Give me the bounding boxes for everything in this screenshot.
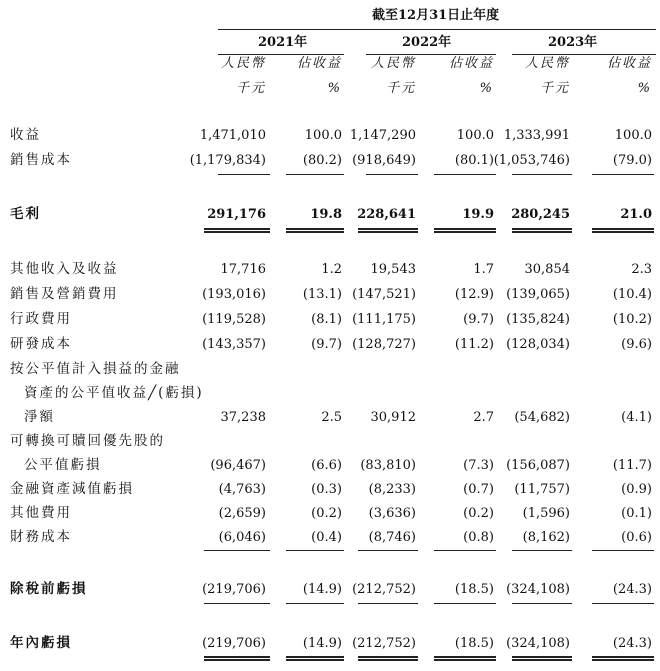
cell-sm-2021-amount: (193,016) bbox=[202, 287, 266, 302]
cell-rnd-2023-pct: (9.6) bbox=[621, 337, 652, 352]
cell-revenue-2022-amount: 1,147,290 bbox=[349, 128, 416, 143]
year-underline-2023 bbox=[512, 54, 656, 55]
col-pct-2022: 佔收益 bbox=[448, 56, 494, 71]
rule-cos-2022-amount bbox=[366, 174, 418, 175]
year-underline-2021 bbox=[218, 54, 344, 55]
cell-lbt-2022-pct: (18.5) bbox=[454, 582, 494, 597]
cell-revenue-2022-pct: 100.0 bbox=[456, 128, 494, 143]
dbl-rule-gp-2021-amount-a bbox=[204, 228, 270, 230]
rule-cos-2023-amount bbox=[512, 174, 572, 175]
cell-fc-2023-pct: (0.6) bbox=[621, 530, 652, 545]
dbl-rule-lfy-2023-pct-b bbox=[592, 659, 654, 661]
cell-lbt-2021-amount: (219,706) bbox=[202, 582, 266, 597]
cell-oi-2021-pct: 1.2 bbox=[321, 262, 342, 277]
cell-admin-2022-amount: (111,175) bbox=[352, 312, 416, 327]
dbl-rule-gp-2023-amount-b bbox=[512, 231, 572, 233]
cell-gp-2022-pct: 19.9 bbox=[462, 207, 494, 222]
cell-fvtpl-2022-pct: 2.7 bbox=[473, 410, 494, 425]
cell-oe-2022-pct: (0.2) bbox=[463, 506, 494, 521]
cell-lbt-2021-pct: (14.9) bbox=[302, 582, 342, 597]
dbl-rule-lfy-2023-amount-a bbox=[512, 656, 572, 658]
cell-oe-2023-amount: (1,596) bbox=[522, 506, 570, 521]
cell-revenue-2023-amount: 1,333,991 bbox=[503, 128, 570, 143]
col-pct-unit-2023: % bbox=[637, 81, 652, 96]
row-label-rnd: 研發成本 bbox=[10, 336, 72, 352]
cell-cps-2022-amount: (83,810) bbox=[360, 458, 416, 473]
cell-fc-2021-pct: (0.4) bbox=[311, 530, 342, 545]
row-label-revenue: 收益 bbox=[10, 127, 41, 143]
rule-fc-2021-amount bbox=[204, 550, 270, 551]
cell-rnd-2022-amount: (128,727) bbox=[352, 337, 416, 352]
cell-cos-2022-amount: (918,649) bbox=[352, 153, 416, 168]
rule-lbt-2023-amount bbox=[512, 603, 572, 604]
year-2022: 2022年 bbox=[402, 35, 452, 50]
cell-gp-2022-amount: 228,641 bbox=[357, 207, 416, 222]
cell-fc-2021-amount: (6,046) bbox=[218, 530, 266, 545]
cell-imp-2023-amount: (11,757) bbox=[514, 482, 570, 497]
col-amount-unit-2021: 千元 bbox=[235, 81, 266, 96]
cell-rnd-2022-pct: (11.2) bbox=[454, 337, 494, 352]
cell-revenue-2021-amount: 1,471,010 bbox=[199, 128, 266, 143]
cell-cos-2021-amount: (1,179,834) bbox=[189, 153, 266, 168]
cell-sm-2021-pct: (13.1) bbox=[302, 287, 342, 302]
cell-cos-2022-pct: (80.1) bbox=[454, 153, 494, 168]
dbl-rule-gp-2021-pct-a bbox=[286, 228, 344, 230]
cell-gp-2023-pct: 21.0 bbox=[620, 207, 652, 222]
cell-fvtpl-2023-pct: (4.1) bbox=[621, 410, 652, 425]
dbl-rule-gp-2021-pct-b bbox=[286, 231, 344, 233]
cell-fvtpl-2021-amount: 37,238 bbox=[220, 410, 266, 425]
col-amount-unit-2022: 千元 bbox=[385, 81, 416, 96]
cell-rnd-2021-amount: (143,357) bbox=[202, 337, 266, 352]
cell-imp-2021-pct: (0.3) bbox=[311, 482, 342, 497]
row-label-other-income: 其他收入及收益 bbox=[10, 261, 119, 277]
rule-lbt-2021-pct bbox=[286, 603, 344, 604]
cell-oi-2021-amount: 17,716 bbox=[220, 262, 266, 277]
col-pct-2021: 佔收益 bbox=[296, 56, 342, 71]
cell-lfy-2021-amount: (219,706) bbox=[202, 636, 266, 651]
cell-fvtpl-2022-amount: 30,912 bbox=[370, 410, 416, 425]
cell-revenue-2021-pct: 100.0 bbox=[304, 128, 342, 143]
period-underline bbox=[218, 29, 656, 30]
dbl-rule-gp-2022-pct-b bbox=[434, 231, 496, 233]
cell-rnd-2021-pct: (9.7) bbox=[311, 337, 342, 352]
rule-fc-2022-pct bbox=[434, 550, 496, 551]
year-underline-2022 bbox=[366, 54, 496, 55]
cell-sm-2022-pct: (12.9) bbox=[454, 287, 494, 302]
rule-cos-2021-amount bbox=[218, 174, 270, 175]
rule-lbt-2021-amount bbox=[204, 603, 270, 604]
dbl-rule-lfy-2023-amount-b bbox=[512, 659, 572, 661]
cell-cps-2021-pct: (6.6) bbox=[311, 458, 342, 473]
row-label-selling-marketing: 銷售及營銷費用 bbox=[10, 286, 119, 302]
dbl-rule-lfy-2022-pct-a bbox=[434, 656, 496, 658]
row-label-cost-of-sales: 銷售成本 bbox=[10, 152, 72, 168]
cell-lbt-2023-amount: (324,108) bbox=[506, 582, 570, 597]
cell-cos-2021-pct: (80.2) bbox=[302, 153, 342, 168]
cell-lbt-2023-pct: (24.3) bbox=[612, 582, 652, 597]
col-amount-unit-2023: 千元 bbox=[539, 81, 570, 96]
row-label-loss-before-tax: 除稅前虧損 bbox=[10, 581, 88, 597]
dbl-rule-lfy-2021-pct-a bbox=[286, 656, 344, 658]
cell-oi-2022-amount: 19,543 bbox=[370, 262, 416, 277]
cell-oe-2022-amount: (3,636) bbox=[368, 506, 416, 521]
dbl-rule-lfy-2023-pct-a bbox=[592, 656, 654, 658]
cell-oi-2022-pct: 1.7 bbox=[473, 262, 494, 277]
dbl-rule-gp-2023-pct-a bbox=[592, 228, 654, 230]
cell-fvtpl-2023-amount: (54,682) bbox=[514, 410, 570, 425]
row-label-gross-profit: 毛利 bbox=[10, 206, 41, 222]
dbl-rule-gp-2023-amount-a bbox=[512, 228, 572, 230]
dbl-rule-lfy-2021-pct-b bbox=[286, 659, 344, 661]
cell-lfy-2023-amount: (324,108) bbox=[506, 636, 570, 651]
cell-admin-2021-pct: (8.1) bbox=[311, 312, 342, 327]
cell-sm-2022-amount: (147,521) bbox=[352, 287, 416, 302]
year-2021: 2021年 bbox=[258, 35, 308, 50]
cell-fc-2023-amount: (8,162) bbox=[522, 530, 570, 545]
dbl-rule-lfy-2022-amount-b bbox=[358, 659, 418, 661]
cell-lbt-2022-amount: (212,752) bbox=[352, 582, 416, 597]
col-amount-2022: 人民幣 bbox=[370, 56, 416, 71]
col-pct-unit-2022: % bbox=[479, 81, 494, 96]
dbl-rule-gp-2022-amount-a bbox=[358, 228, 418, 230]
cell-revenue-2023-pct: 100.0 bbox=[614, 128, 652, 143]
cell-sm-2023-pct: (10.4) bbox=[612, 287, 652, 302]
cell-fc-2022-pct: (0.8) bbox=[463, 530, 494, 545]
cell-gp-2021-amount: 291,176 bbox=[207, 207, 266, 222]
rule-cos-2023-pct bbox=[592, 174, 654, 175]
cell-lfy-2022-pct: (18.5) bbox=[454, 636, 494, 651]
dbl-rule-gp-2023-pct-b bbox=[592, 231, 654, 233]
cell-lfy-2023-pct: (24.3) bbox=[612, 636, 652, 651]
cell-oe-2021-pct: (0.2) bbox=[311, 506, 342, 521]
cell-imp-2023-pct: (0.9) bbox=[621, 482, 652, 497]
rule-lbt-2023-pct bbox=[592, 603, 654, 604]
row-label-finance-costs: 財務成本 bbox=[10, 529, 72, 545]
row-label-cps-line1: 可轉換可贖回優先股的 bbox=[10, 433, 165, 449]
cell-admin-2021-amount: (119,528) bbox=[202, 312, 266, 327]
row-label-fvtpl-line2: 資產的公平值收益╱(虧損) bbox=[24, 385, 204, 401]
cell-cps-2021-amount: (96,467) bbox=[210, 458, 266, 473]
row-label-other-expenses: 其他費用 bbox=[10, 505, 72, 521]
cell-oi-2023-amount: 30,854 bbox=[524, 262, 570, 277]
cell-gp-2023-amount: 280,245 bbox=[511, 207, 570, 222]
cell-admin-2023-amount: (135,824) bbox=[506, 312, 570, 327]
rule-lbt-2022-pct bbox=[434, 603, 496, 604]
cell-fvtpl-2021-pct: 2.5 bbox=[321, 410, 342, 425]
cell-sm-2023-amount: (139,065) bbox=[506, 287, 570, 302]
row-label-impairment: 金融資產減值虧損 bbox=[10, 481, 134, 497]
cell-imp-2022-amount: (8,233) bbox=[368, 482, 416, 497]
cell-cps-2022-pct: (7.3) bbox=[463, 458, 494, 473]
rule-cos-2021-pct bbox=[286, 174, 344, 175]
dbl-rule-gp-2021-amount-b bbox=[204, 231, 270, 233]
col-pct-unit-2021: % bbox=[327, 81, 342, 96]
year-2023: 2023年 bbox=[548, 35, 598, 50]
rule-fc-2022-amount bbox=[358, 550, 418, 551]
rule-lbt-2022-amount bbox=[358, 603, 418, 604]
rule-cos-2022-pct bbox=[434, 174, 496, 175]
row-label-admin: 行政費用 bbox=[10, 311, 72, 327]
cell-imp-2021-amount: (4,763) bbox=[218, 482, 266, 497]
dbl-rule-lfy-2021-amount-b bbox=[204, 659, 270, 661]
period-title: 截至12月31日止年度 bbox=[372, 8, 500, 23]
rule-fc-2021-pct bbox=[286, 550, 344, 551]
row-label-loss-for-year: 年內虧損 bbox=[10, 635, 72, 651]
row-label-fvtpl-line3: 淨額 bbox=[24, 409, 55, 425]
cell-lfy-2022-amount: (212,752) bbox=[352, 636, 416, 651]
cell-admin-2023-pct: (10.2) bbox=[612, 312, 652, 327]
dbl-rule-lfy-2021-amount-a bbox=[204, 656, 270, 658]
cell-gp-2021-pct: 19.8 bbox=[310, 207, 342, 222]
cell-cps-2023-pct: (11.7) bbox=[612, 458, 652, 473]
rule-fc-2023-amount bbox=[512, 550, 572, 551]
rule-fc-2023-pct bbox=[592, 550, 654, 551]
cell-cos-2023-amount: (1,053,746) bbox=[493, 153, 570, 168]
dbl-rule-gp-2022-amount-b bbox=[358, 231, 418, 233]
dbl-rule-gp-2022-pct-a bbox=[434, 228, 496, 230]
cell-oe-2023-pct: (0.1) bbox=[621, 506, 652, 521]
cell-cos-2023-pct: (79.0) bbox=[612, 153, 652, 168]
cell-admin-2022-pct: (9.7) bbox=[463, 312, 494, 327]
cell-rnd-2023-amount: (128,034) bbox=[506, 337, 570, 352]
cell-lfy-2021-pct: (14.9) bbox=[302, 636, 342, 651]
col-amount-2021: 人民幣 bbox=[220, 56, 266, 71]
row-label-cps-line2: 公平值虧損 bbox=[24, 457, 102, 473]
cell-oe-2021-amount: (2,659) bbox=[218, 506, 266, 521]
cell-fc-2022-amount: (8,746) bbox=[368, 530, 416, 545]
cell-oi-2023-pct: 2.3 bbox=[631, 262, 652, 277]
dbl-rule-lfy-2022-amount-a bbox=[358, 656, 418, 658]
cell-imp-2022-pct: (0.7) bbox=[463, 482, 494, 497]
dbl-rule-lfy-2022-pct-b bbox=[434, 659, 496, 661]
row-label-fvtpl-line1: 按公平值計入損益的金融 bbox=[10, 361, 181, 377]
col-amount-2023: 人民幣 bbox=[524, 56, 570, 71]
col-pct-2023: 佔收益 bbox=[606, 56, 652, 71]
cell-cps-2023-amount: (156,087) bbox=[506, 458, 570, 473]
